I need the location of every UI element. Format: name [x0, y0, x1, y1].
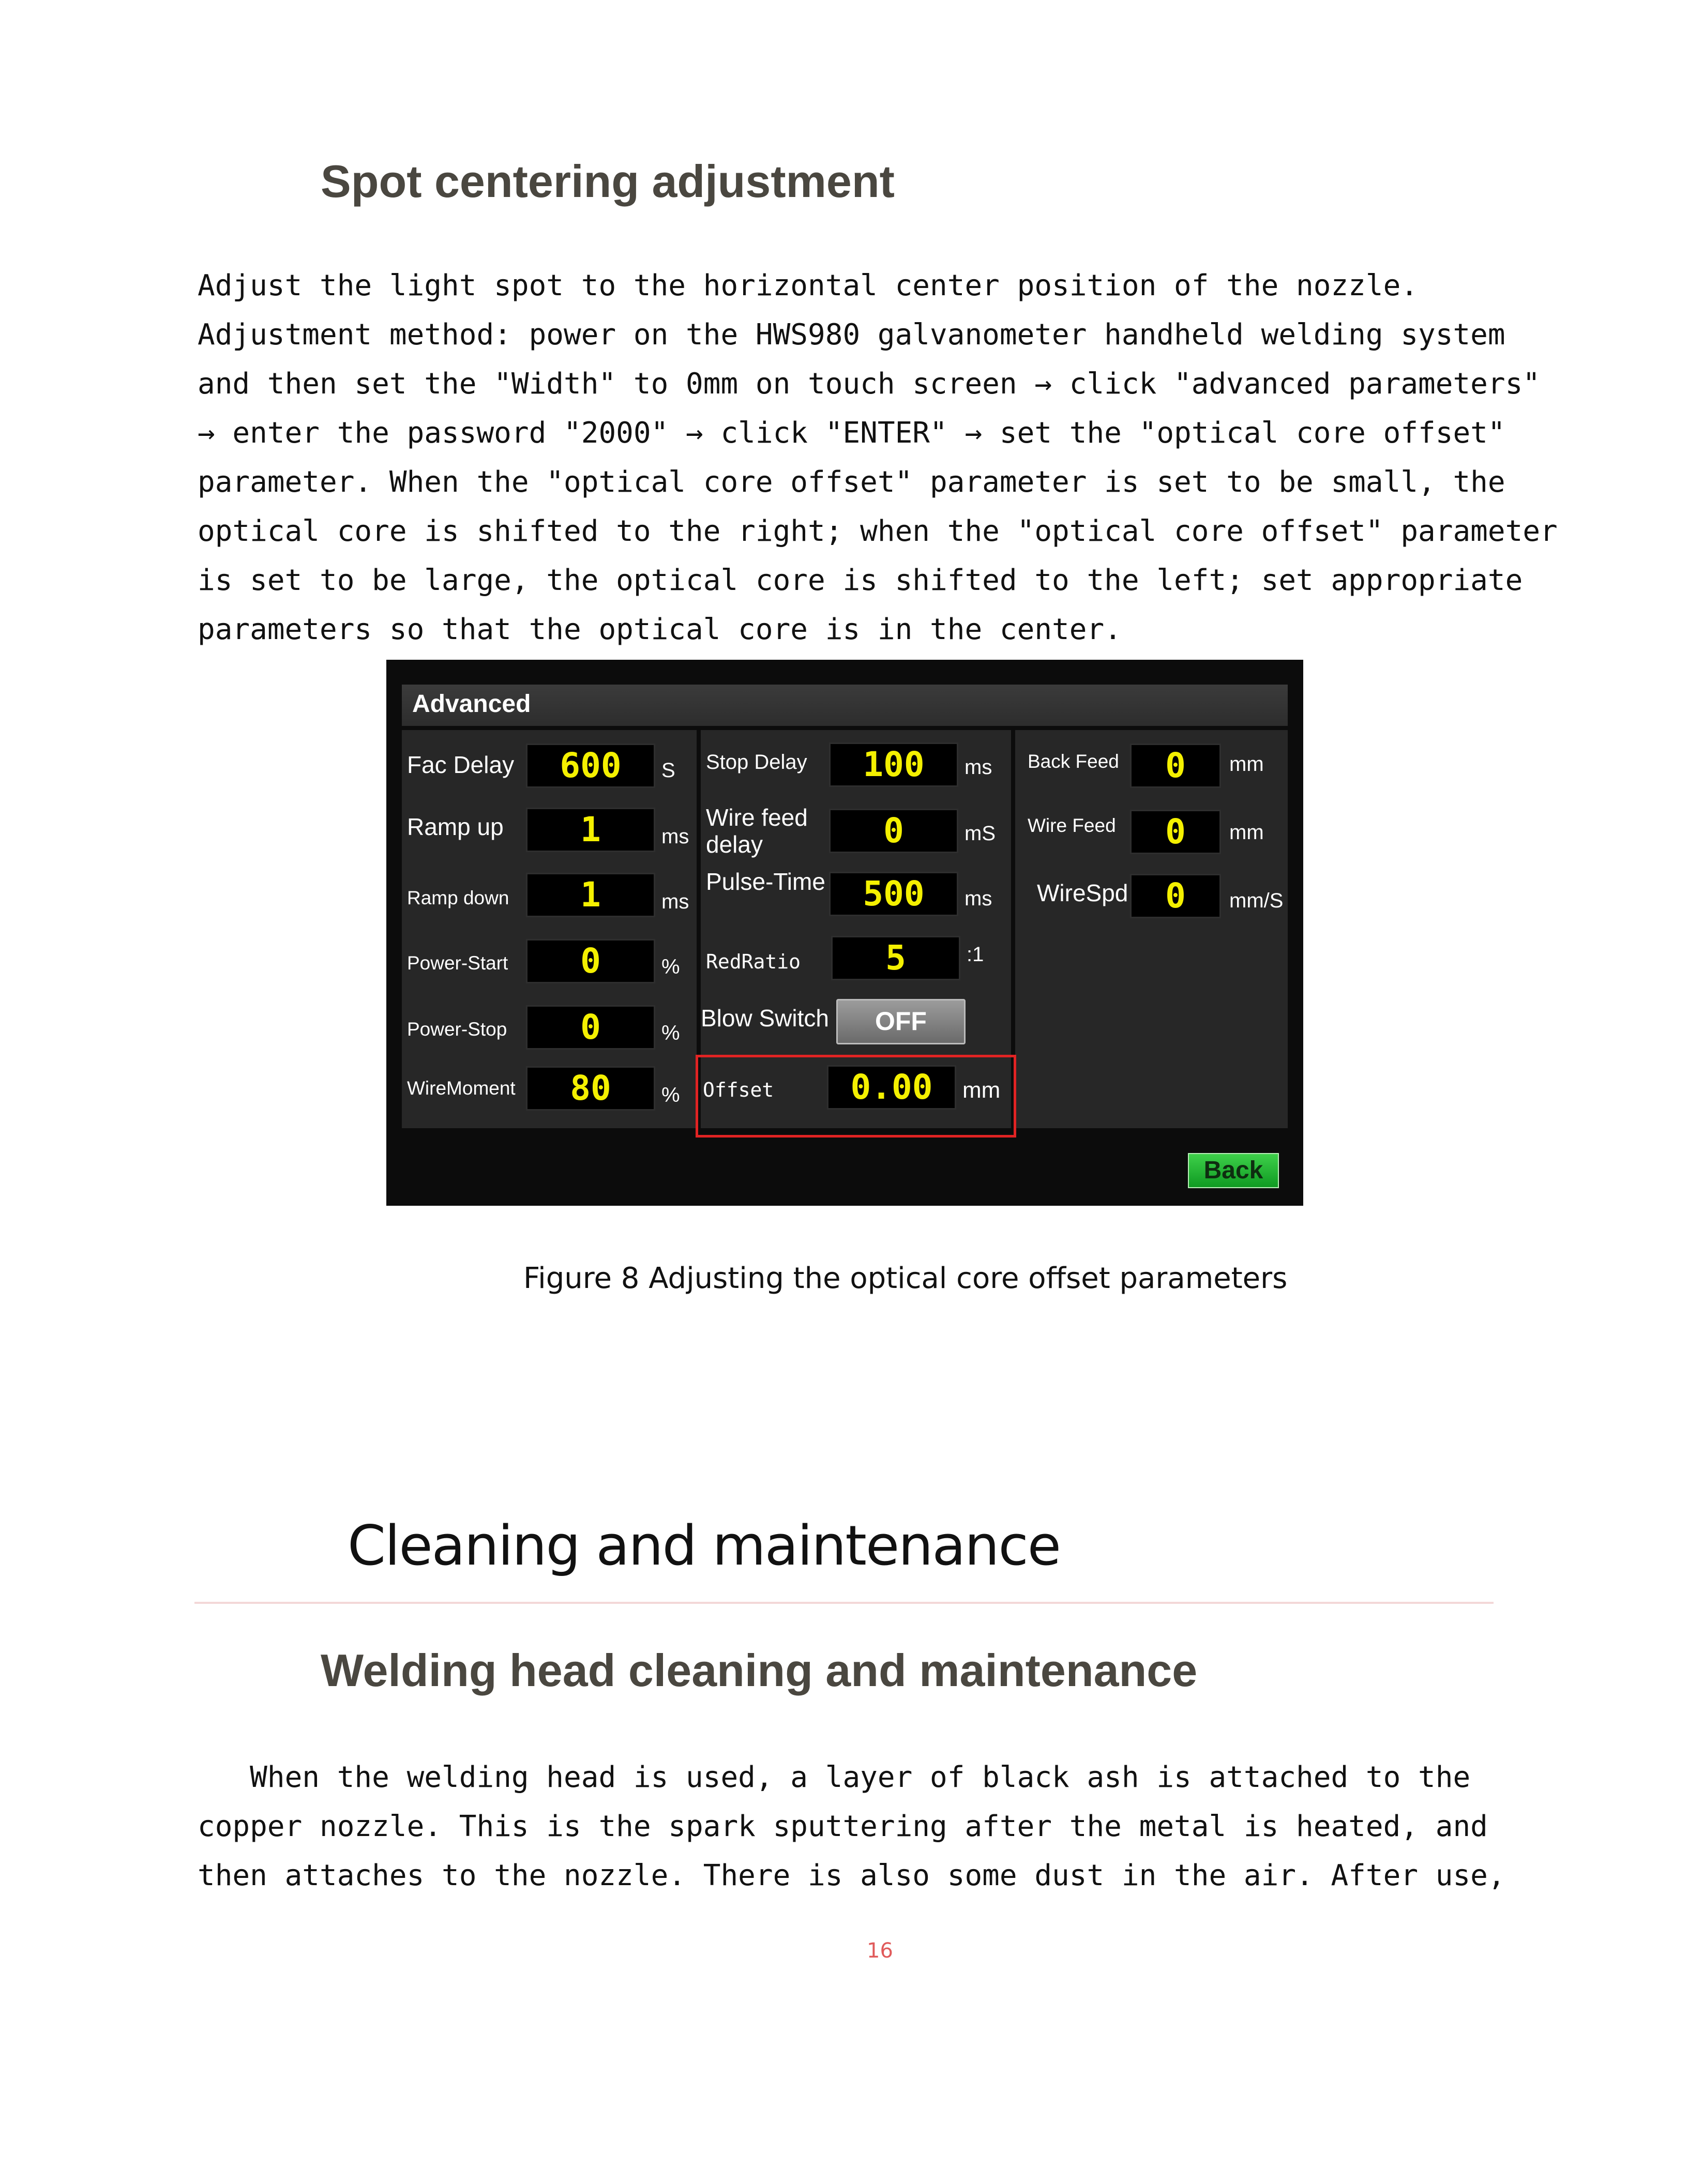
pulse-time-unit: ms	[964, 887, 992, 910]
wire-speed-value[interactable]: 0	[1130, 874, 1221, 918]
wire-speed-unit: mm/S	[1229, 889, 1284, 912]
paragraph-line: is set to be large, the optical core is shifted to the left; set appropriate	[198, 564, 1523, 597]
offset-unit: mm	[962, 1078, 1001, 1103]
stop-delay-label: Stop Delay	[706, 751, 807, 774]
advanced-title-bar	[402, 685, 1288, 726]
back-feed-value[interactable]: 0	[1130, 744, 1221, 788]
power-start-value[interactable]: 0	[526, 939, 655, 983]
power-stop-value[interactable]: 0	[526, 1005, 655, 1050]
offset-label: Offset	[703, 1079, 774, 1101]
wire-moment-label: WireMoment	[407, 1078, 516, 1099]
figure-caption: Figure 8 Adjusting the optical core offset parameters	[523, 1262, 1288, 1295]
blow-switch-label: Blow Switch	[701, 1005, 829, 1032]
back-feed-unit: mm	[1229, 753, 1264, 776]
ramp-up-label: Ramp up	[407, 813, 504, 840]
paragraph-line: optical core is shifted to the right; when the "optical core offset" parameter	[198, 514, 1558, 548]
pulse-time-value[interactable]: 500	[829, 872, 958, 916]
instructions-paragraph	[198, 261, 1558, 654]
power-start-label: Power-Start	[407, 952, 508, 974]
red-ratio-label: RedRatio	[706, 950, 801, 973]
ramp-down-label: Ramp down	[407, 887, 509, 908]
paragraph-line: parameter. When the "optical core offset" parameter is set to be small, the	[198, 465, 1505, 499]
wire-feed-delay-label-line2: delay	[706, 831, 763, 858]
fac-delay-label: Fac Delay	[407, 751, 515, 778]
blow-switch-toggle[interactable]: OFF	[836, 999, 966, 1044]
wire-feed-delay-label: Wire feed	[706, 804, 808, 831]
wire-speed-label: WireSpd	[1037, 879, 1128, 906]
offset-value[interactable]: 0.00	[827, 1065, 956, 1110]
ramp-up-value[interactable]: 1	[526, 808, 655, 852]
ramp-down-unit: ms	[661, 890, 689, 913]
wire-feed-unit: mm	[1229, 821, 1264, 844]
paragraph-line: Adjustment method: power on the HWS980 galvanometer handheld welding system	[198, 318, 1505, 352]
power-stop-unit: %	[661, 1022, 680, 1044]
stop-delay-value[interactable]: 100	[829, 742, 958, 787]
paragraph-line: Adjust the light spot to the horizontal center position of the nozzle.	[198, 269, 1419, 302]
back-button[interactable]: Back	[1188, 1153, 1279, 1188]
red-ratio-unit: :1	[967, 943, 984, 966]
wire-moment-unit: %	[661, 1084, 680, 1106]
page-number: 16	[867, 1939, 893, 1963]
wire-moment-value[interactable]: 80	[526, 1066, 655, 1111]
power-stop-label: Power-Stop	[407, 1019, 507, 1040]
advanced-title: Advanced	[412, 690, 531, 718]
paragraph-line: When the welding head is used, a layer of black ash is attached to the	[198, 1761, 1471, 1794]
column-right	[1015, 730, 1288, 1128]
stop-delay-unit: ms	[964, 756, 992, 779]
power-start-unit: %	[661, 956, 680, 978]
subheading-welding-head: Welding head cleaning and maintenance	[321, 1645, 1198, 1696]
red-ratio-value[interactable]: 5	[831, 936, 960, 980]
advanced-screen-figure	[386, 660, 1303, 1206]
wire-feed-delay-unit: mS	[964, 822, 996, 845]
wire-feed-delay-value[interactable]: 0	[829, 809, 958, 853]
section-heading-spot-centering: Spot centering adjustment	[321, 156, 895, 207]
paragraph-line: parameters so that the optical core is in the center.	[198, 613, 1122, 646]
fac-delay-unit: S	[661, 759, 675, 782]
paragraph-line: and then set the "Width" to 0mm on touch screen → click "advanced parameters"	[198, 367, 1541, 401]
ramp-down-value[interactable]: 1	[526, 873, 655, 917]
section-heading-cleaning: Cleaning and maintenance	[348, 1514, 1060, 1578]
heading-divider	[194, 1602, 1494, 1604]
ramp-up-unit: ms	[661, 825, 689, 848]
paragraph-line: copper nozzle. This is the spark sputtering after the metal is heated, and	[198, 1810, 1488, 1843]
wire-feed-label: Wire Feed	[1028, 815, 1116, 836]
pulse-time-label: Pulse-Time	[706, 868, 825, 895]
cleaning-paragraph	[198, 1753, 1505, 1900]
wire-feed-value[interactable]: 0	[1130, 810, 1221, 854]
fac-delay-value[interactable]: 600	[526, 744, 655, 788]
paragraph-line: then attaches to the nozzle. There is also some dust in the air. After use,	[198, 1859, 1505, 1892]
paragraph-line: → enter the password "2000" → click "ENTER" → set the "optical core offset"	[198, 416, 1505, 450]
back-feed-label: Back Feed	[1028, 751, 1119, 772]
